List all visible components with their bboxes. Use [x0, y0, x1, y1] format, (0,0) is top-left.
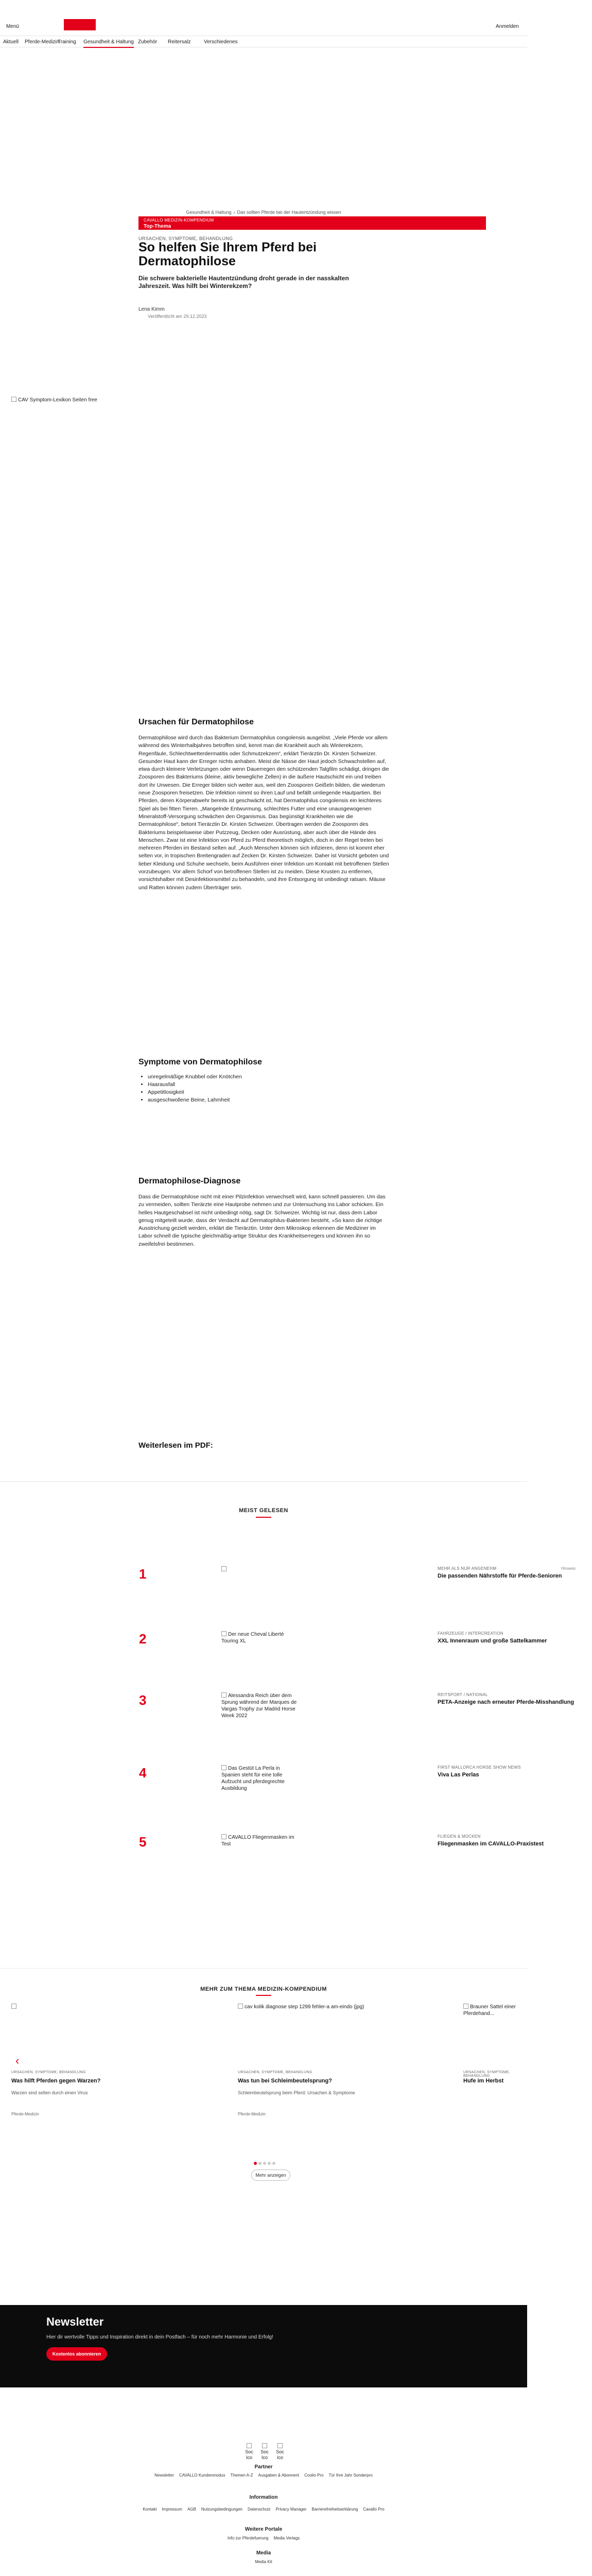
- newsletter-box: [0, 2305, 527, 2387]
- section-symptome: [138, 1058, 391, 1104]
- broken-image-icon: [221, 1566, 227, 1571]
- footer-link[interactable]: Cavallo Pro: [363, 2507, 385, 2512]
- section-body: Dass die Dermatophilose nicht mit einer Pilzinfektion verwechselt wird, kann schnell passieren. Um das zu vermeiden, sollten Tierärzte eine Hautprobe nehmen und zur Untersuchung ins Labor schicken. Ein helles Hautgeschabsel ist nicht unbedingt nötig, sagt Dr. Schweizer. Wichtig ist nur, dass dem Labor genug mitgeteilt wurde, dass der Verdacht auf Dermatophilus-Bakterien besteht, »So kann die richtige Ausstrichung gezielt werden, erklärt die Tierärztin. Unter dem Mikroskop erkennen die Mediziner im Labor schnell die typische gleichmäßig-artige Struktur des Krankheitserregers und können ihn so zweifelsfrei bestimmen.: [138, 1194, 386, 1247]
- footer-link[interactable]: Media Verlags: [273, 2536, 300, 2540]
- nav-item-reitersalz[interactable]: Reitersalz: [168, 39, 191, 45]
- rank-number: 1: [139, 1566, 147, 1582]
- footer-heading: Media: [256, 2550, 271, 2556]
- nav-item-zubehoer[interactable]: Zubehör: [138, 39, 158, 45]
- footer-link[interactable]: Privacy Manager: [275, 2507, 307, 2512]
- carousel-prev-arrow[interactable]: ‹: [15, 2054, 20, 2067]
- menu-button[interactable]: Menü: [6, 24, 20, 29]
- broken-image-icon: [463, 2004, 468, 2009]
- card-kicker: URSACHEN, SYMPTOME, BEHANDLUNG: [238, 2071, 312, 2074]
- card-title[interactable]: Was hilft Pferden gegen Warzen?: [11, 2078, 101, 2084]
- newsletter-subscribe-button[interactable]: Kostenlos abonnieren: [46, 2347, 107, 2361]
- carousel-dot[interactable]: [258, 2162, 262, 2165]
- footer-link[interactable]: Tür Ihre Jahr Sonderpro: [328, 2473, 373, 2478]
- item-kicker: FAHRZEUGE / INTERCREATION: [438, 1631, 503, 1636]
- most-read-item[interactable]: [139, 1631, 547, 1683]
- nav-item-training[interactable]: Training: [58, 39, 76, 45]
- list-item: • Appetitlosigkeit: [148, 1089, 391, 1096]
- thumbnail[interactable]: [221, 1631, 299, 1645]
- card-kicker: URSACHEN, SYMPTOME, BEHANDLUNG: [463, 2071, 510, 2078]
- social-icon: [262, 2443, 267, 2448]
- nav-item-aktuell[interactable]: Aktuell: [3, 39, 19, 45]
- carousel-card[interactable]: [463, 2004, 525, 2091]
- broken-image-icon: [238, 2004, 243, 2009]
- login-link[interactable]: Anmelden: [495, 24, 519, 29]
- carousel-dot[interactable]: [268, 2162, 271, 2165]
- item-title[interactable]: XXL Innenraum und große Sattelkammer: [438, 1638, 547, 1644]
- broken-image-icon: [221, 1765, 227, 1770]
- social-alt: Soc Ico: [245, 2449, 253, 2460]
- card-teaser: Schleimbeutelsprung beim Pferd: Ursachen & Symptome: [238, 2090, 355, 2095]
- rank-number: 4: [139, 1765, 147, 1781]
- item-hint: Hinweis: [561, 1566, 576, 1571]
- heading-underline: [256, 1517, 271, 1518]
- footer-link[interactable]: AGB: [187, 2507, 196, 2512]
- main-nav: [0, 36, 527, 47]
- breadcrumb-separator: ›: [233, 210, 235, 215]
- footer-link[interactable]: Ausgaben & Abonnent: [258, 2473, 300, 2478]
- list-item: • ausgeschwollene Beine, Lahmheit: [148, 1096, 391, 1104]
- social-link[interactable]: [257, 2443, 272, 2462]
- carousel-dot[interactable]: [254, 2162, 257, 2165]
- social-icon: [247, 2443, 252, 2448]
- site-header: [0, 0, 527, 36]
- thumbnail[interactable]: [221, 1765, 299, 1792]
- section-heading: Ursachen für Dermatophilose: [138, 718, 254, 726]
- carousel-dot[interactable]: [272, 2162, 275, 2165]
- carousel-dot[interactable]: [263, 2162, 266, 2165]
- item-title[interactable]: Viva Las Perlas: [438, 1772, 479, 1778]
- card-teaser: Warzen sind selten durch einen Virus: [11, 2090, 88, 2095]
- image-alt-text: CAV Symptom-Lexikon Seiten free: [18, 397, 97, 403]
- card-image[interactable]: [11, 2004, 166, 2010]
- image-alt-text: CAVALLO Fliegenmasken im Test: [221, 1835, 294, 1847]
- most-read-item[interactable]: [139, 1566, 576, 1618]
- item-kicker: FLIEGEN & MÜCKEN: [438, 1834, 481, 1839]
- list-item: • Haarausfall: [148, 1081, 391, 1089]
- article-lead: Die schwere bakterielle Hautentzündung droht gerade in der nasskalten Jahreszeit. Was hilft bei Winterekzem?: [138, 275, 349, 290]
- image-alt-text: Alessandra Reich über dem Sprung während der Marques de Vargas Trophy zur Madrid Horse Week 2022: [221, 1693, 297, 1719]
- banner-kicker: CAVALLO MEDIZIN-KOMPENDIUM: [144, 218, 214, 223]
- topic-banner[interactable]: [138, 216, 486, 230]
- nav-item-gesundheit[interactable]: Gesundheit & Haltung: [83, 39, 134, 48]
- rank-number: 5: [139, 1834, 147, 1850]
- card-image[interactable]: [238, 2004, 392, 2010]
- image-alt-text: Der neue Cheval Liberté Touring XL: [221, 1632, 284, 1644]
- footer-link[interactable]: Media Kit: [255, 2560, 272, 2564]
- heading-underline: [256, 1995, 271, 1996]
- most-read-item[interactable]: [139, 1834, 544, 1886]
- section-body: Dermatophilose wird durch das Bakterium Dermatophilus congolensis ausgelöst. „Viele Pferde vor allem während des Winterhalbjahres betroffen sind, kennt man die Krankheit auch als Winterekzem, Regenfäule, Schlechtwetterdermatitis oder Schmutzekzem“, erklärt Tierärztin Dr. Kirsten Schweizer. Gesunder Haut kann der Erreger nichts anhaben. Meist die Nässe der Haut jedoch Schwachstellen auf, etwa durch kleinere Verletzungen oder wenn Dauerregen den schützenden Talgfilm schädigt, dringen die Zoosporen des Bakteriums (kleine, aktiv bewegliche Zellen) in die äußere Hautschicht ein und treiben dort ihr Unwesen. Die Erreger bilden sich weiter aus, weil den Zoosporen Geißeln bilden, die wiederum neue Zoosporen freisetzen. Die Infektion nimmt so ihren Lauf und befällt umliegende Hautpartien. Bei Pferden, deren Körperabwehr bereits ist geschwächt ist, hat Dermatophilus congolensis ein leichteres Spiel als bei fitten Tieren. „Mangelnde Entwurmung, schlechtes Futter und eine unausgewogenen Mineralstoff-Versorgung schwächen den Organismus. Das begünstigt Krankheiten wie die Dermatophilose“, betont Tierärztin Dr. Kirsten Schweizer. Übertragen werden die Zoosporen des Bakteriums beispielsweise über Putzzeug, Decken oder Ausrüstung, aber auch über die Hände des Menschen. Zwar ist eine Infektion von Pferd zu Pferd theoretisch möglich, doch in der Regel treten bei mehreren Pferden im Bestand selten auf. „Auch Menschen können sich infizieren, denn ist kommt eher selten vor, in tropischen Breitengraden auf Zecken Dr. Kirsten Schweizer. Daher ist Vorsicht geboten und lieber Kleidung und Schuhe wechseln, beim Ausführen einer Infektion um Kontakt mit betroffenen Stellen vorzubeugen. Vor allem Schorf von betroffenen Stellen ist zu meiden. Diese Krusten zu entfernen, vorsichtshalber mit Desinfektionsmittel zu behandeln, und ihre Entsorgung ist unbedingt ratsam. Mäuse und Ratten können zudem Überträger sein.: [138, 735, 389, 891]
- article-date: Veröffentlicht am 29.12.2023: [148, 314, 207, 319]
- card-meta: Pferde-Medizin: [11, 2112, 39, 2116]
- footer-link[interactable]: Newsletter: [154, 2473, 174, 2478]
- newsletter-heading: Newsletter: [46, 2315, 104, 2328]
- carousel-card[interactable]: [238, 2004, 392, 2116]
- article-author[interactable]: Lena Kimm: [138, 307, 165, 312]
- item-kicker: REITSPORT / NATIONAL: [438, 1692, 488, 1697]
- thumbnail[interactable]: [221, 1566, 299, 1573]
- footer-link[interactable]: CAVALLO Kundenmodus: [179, 2473, 225, 2478]
- card-title[interactable]: Was tun bei Schleimbeutelsprung?: [238, 2078, 332, 2084]
- section-diagnose: [138, 1177, 391, 1248]
- rank-number: 3: [139, 1692, 147, 1708]
- footer-link[interactable]: Themen A-Z: [230, 2473, 253, 2478]
- nav-item-verschiedenes[interactable]: Verschiedenes: [204, 39, 238, 45]
- banner-title: Top-Thema: [144, 224, 171, 229]
- image-alt-text: cav kolik diagnose step 1299 fehler-a am-eindo (jpg): [245, 2004, 364, 2010]
- section-heading: Dermatophilose-Diagnose: [138, 1177, 241, 1185]
- broken-image-icon: [11, 397, 16, 402]
- breadcrumb-item[interactable]: Das sollten Pferde bei der Hautentzündung wissen: [237, 210, 341, 215]
- footer-heading: Partner: [254, 2464, 273, 2470]
- divider: [0, 1481, 527, 1482]
- footer-links: [0, 2536, 527, 2540]
- social-icon: [277, 2443, 283, 2448]
- card-image[interactable]: [463, 2004, 525, 2017]
- breadcrumb-item[interactable]: Gesundheit & Haltung: [186, 210, 232, 215]
- footer-link[interactable]: Kontakt: [143, 2507, 157, 2512]
- section-heading: Symptome von Dermatophilose: [138, 1058, 263, 1066]
- thumbnail[interactable]: [221, 1834, 299, 1848]
- image-alt-text: Das Gestüt La Perla in Spanien steht für eine tolle Aufzucht und pferdegrechte Ausbildung: [221, 1766, 285, 1791]
- footer-link[interactable]: Coolio Pro: [304, 2473, 324, 2478]
- footer-link[interactable]: Barrierefreiheitserklärung: [311, 2507, 358, 2512]
- broken-image-icon: [221, 1631, 227, 1636]
- cavallo-logo[interactable]: [64, 19, 96, 30]
- kompendium-heading: MEHR ZUM THEMA MEDIZIN-KOMPENDIUM: [200, 1986, 327, 1992]
- carousel-dots: [254, 2158, 285, 2162]
- more-button[interactable]: Mehr anzeigen: [251, 2170, 290, 2181]
- nav-item-pferde-medizin[interactable]: Pferde-Medizin: [25, 39, 60, 45]
- footer-heading: Information: [249, 2495, 278, 2500]
- social-alt: Soc Ico: [276, 2449, 284, 2460]
- symptom-list: [148, 1073, 391, 1104]
- card-title[interactable]: Hufe im Herbst: [463, 2078, 504, 2084]
- section-ursachen: [138, 718, 391, 892]
- item-title[interactable]: PETA-Anzeige nach erneuter Pferde-Misshandlung: [438, 1699, 574, 1705]
- card-meta: Pferde-Medizin: [238, 2112, 266, 2116]
- footer-links: [0, 2473, 527, 2478]
- divider: [0, 1968, 527, 1969]
- footer-links: [0, 2560, 527, 2564]
- footer-link[interactable]: Impressum: [162, 2507, 183, 2512]
- item-title[interactable]: Die passenden Nährstoffe für Pferde-Senioren: [438, 1573, 562, 1579]
- footer-links: [0, 2507, 527, 2512]
- footer-link[interactable]: Info zur Pferdefuerung: [227, 2536, 269, 2540]
- list-item: • unregelmäßige Knubbel oder Knötchen: [148, 1073, 391, 1081]
- image-alt-text: Brauner Sattel einer Pferdehand...: [463, 2004, 516, 2016]
- card-kicker: URSACHEN, SYMPTOME, BEHANDLUNG: [11, 2071, 86, 2074]
- article-title: So helfen Sie Ihrem Pferd bei Dermatophilose: [138, 240, 317, 268]
- thumbnail[interactable]: [221, 1692, 299, 1719]
- social-link[interactable]: [242, 2443, 256, 2462]
- article-categories: URSACHEN, SYMPTOME, BEHANDLUNG: [138, 236, 233, 241]
- pdf-heading: Weiterlesen im PDF:: [138, 1441, 213, 1450]
- breadcrumb: [0, 210, 527, 215]
- article-hero-image: [11, 397, 392, 404]
- most-read-heading: MEIST GELESEN: [239, 1507, 288, 1514]
- footer-link[interactable]: Datenschutz: [248, 2507, 271, 2512]
- item-title[interactable]: Fliegenmasken im CAVALLO-Praxistest: [438, 1841, 544, 1847]
- most-read-item[interactable]: [139, 1692, 574, 1744]
- item-kicker: MEHR ALS NUR ANGENEHM: [438, 1566, 497, 1571]
- newsletter-text: Hier dir wertvolle Tipps und Inspiration direkt in dein Postfach – für noch mehr Harmonie und Erfolg!: [46, 2334, 273, 2340]
- footer-heading: Weitere Portale: [245, 2527, 283, 2532]
- item-kicker: FIRST MALLORCA HORSE SHOW NEWS: [438, 1765, 521, 1770]
- broken-image-icon: [221, 1692, 227, 1698]
- rank-number: 2: [139, 1631, 147, 1647]
- social-alt: Soc Ico: [260, 2449, 269, 2460]
- broken-image-icon: [11, 2004, 16, 2009]
- social-link[interactable]: [273, 2443, 287, 2462]
- carousel-card[interactable]: [11, 2004, 166, 2116]
- broken-image-icon: [221, 1834, 227, 1839]
- most-read-item[interactable]: [139, 1765, 521, 1817]
- footer-link[interactable]: Nutzungsbedingungen: [201, 2507, 242, 2512]
